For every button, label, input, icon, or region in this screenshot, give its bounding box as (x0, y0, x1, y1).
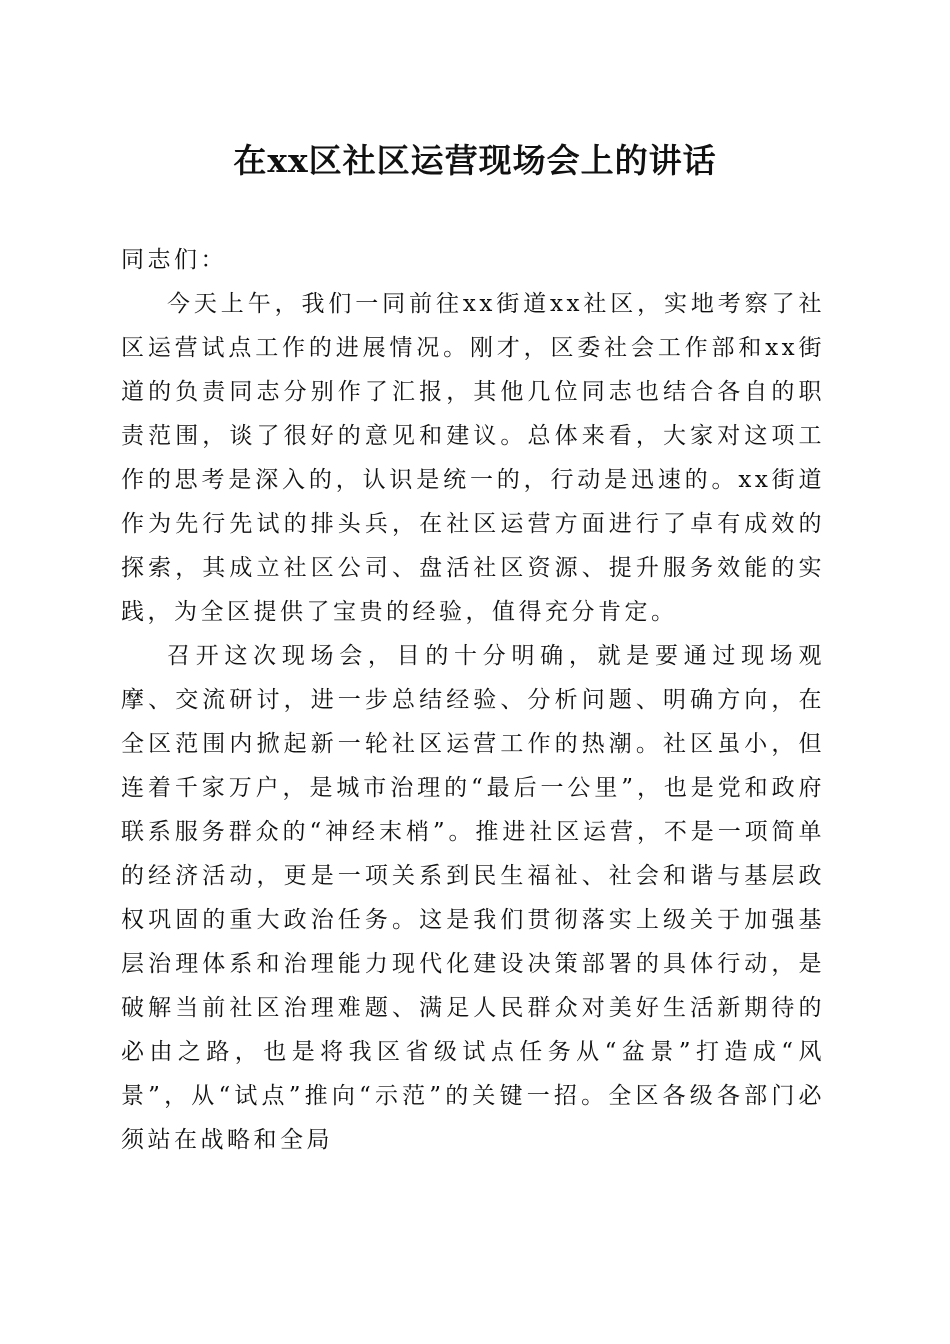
document-title: 在xx区社区运营现场会上的讲话 (233, 141, 717, 180)
paragraph-1: 今天上午，我们一同前往xx街道xx社区，实地考察了社区运营试点工作的进展情况。刚才，区委社会工作部和xx街道的负责同志分别作了汇报，其他几位同志也结合各自的职责范围，谈了很好的意见和建议。总体来看，大家对这项工作的思考是深入的，认识是统一的，行动是迅速的。xx街道作为先行先试的排头兵，在社区运营方面进行了卓有成效的探索，其成立社区公司、盘活社区资源、提升服务效能的实践，为全区提供了宝贵的经验，值得充分肯定。 (121, 291, 825, 625)
document-body (121, 238, 825, 1162)
paragraph-2: 召开这次现场会，目的十分明确，就是要通过现场观摩、交流研讨，进一步总结经验、分析问题、明确方向，在全区范围内掀起新一轮社区运营工作的热潮。社区虽小，但连着千家万户，是城市治理的“最后一公里”，也是党和政府联系服务群众的“神经末梢”。推进社区运营，不是一项简单的经济活动，更是一项关系到民生福祉、社会和谐与基层政权巩固的重大政治任务。这是我们贯彻落实上级关于加强基层治理体系和治理能力现代化建设决策部署的具体行动，是破解当前社区治理难题、满足人民群众对美好生活新期待的必由之路，也是将我区省级试点任务从“盆景”打造成“风景”，从“试点”推向“示范”的关键一招。全区各级各部门必须站在战略和全局 (121, 643, 825, 1153)
salutation: 同志们： (121, 247, 227, 273)
